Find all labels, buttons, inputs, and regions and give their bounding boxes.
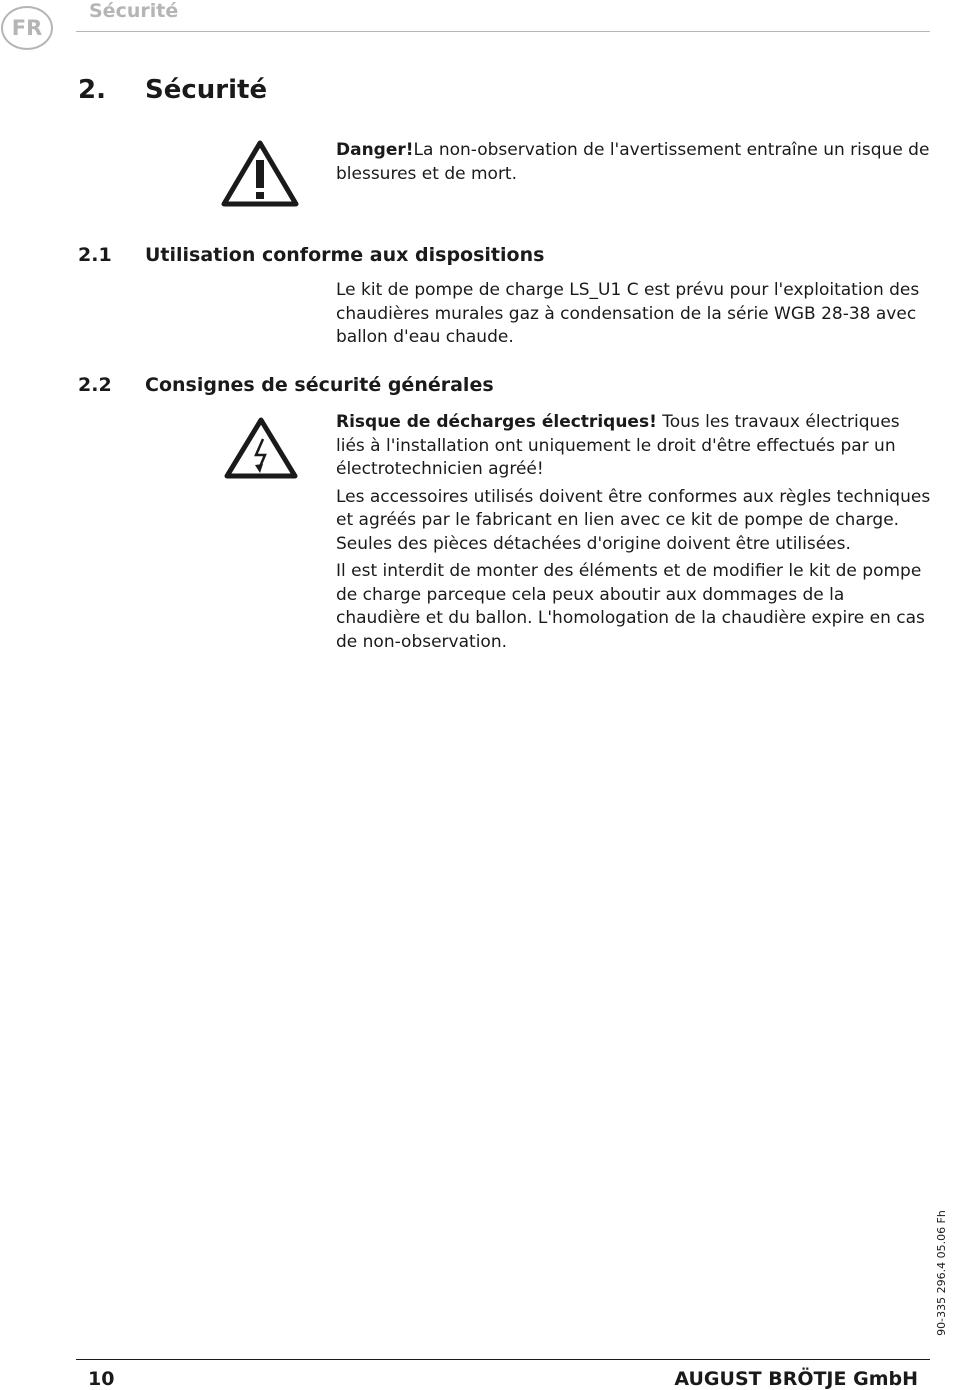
danger-label: Danger!	[336, 140, 414, 160]
subsection-2-2-number: 2.2	[78, 374, 112, 396]
language-badge-label: FR	[11, 16, 43, 40]
language-badge	[1, 6, 53, 50]
running-header-title: Sécurité	[89, 0, 179, 22]
accessories-paragraph: Les accessoires utilisés doivent être conformes aux règles techniques et agréés par le fabricant en lien avec ce kit de pompe de charge. Seules des pièces détachées d'origine doivent être utilisées.	[336, 486, 931, 554]
section-number: 2.	[78, 75, 106, 105]
section-title: Sécurité	[145, 75, 268, 105]
footer-divider	[76, 1359, 930, 1360]
modification-paragraph: Il est interdit de monter des éléments et de modifier le kit de pompe de charge parceque cela peux aboutir aux dommages de la chaudière et du ballon. L'homologation de la chaudière expire en cas de non-observation.	[336, 561, 925, 652]
warning-triangle-icon	[220, 138, 300, 208]
subsection-2-1-title: Utilisation conforme aux dispositions	[145, 244, 545, 266]
subsection-2-2-body	[336, 411, 932, 658]
electric-risk-label: Risque de décharges électriques!	[336, 412, 657, 432]
electric-hazard-icon	[222, 415, 300, 481]
page-number: 10	[88, 1368, 115, 1390]
header-divider	[76, 31, 930, 32]
company-name: AUGUST BRÖTJE GmbH	[674, 1368, 918, 1390]
electric-risk-text: Tous les travaux électriques liés à l'installation ont uniquement le droit d'être effectués par un électrotechnicien agréé!	[336, 412, 900, 479]
document-reference: 90-335 296.4 05.06 Fh	[935, 1210, 948, 1336]
subsection-2-1-body	[336, 279, 932, 354]
intended-use-paragraph: Le kit de pompe de charge LS_U1 C est prévu pour l'exploitation des chaudières murales gaz à condensation de la série WGB 28-38 avec ballon d'eau chaude.	[336, 280, 920, 347]
electric-risk-paragraph	[336, 411, 932, 482]
subsection-2-2-title: Consignes de sécurité générales	[145, 374, 494, 396]
danger-notice	[336, 139, 932, 190]
subsection-2-1-number: 2.1	[78, 244, 112, 266]
danger-text: La non-observation de l'avertissement entraîne un risque de blessures et de mort.	[336, 140, 930, 184]
